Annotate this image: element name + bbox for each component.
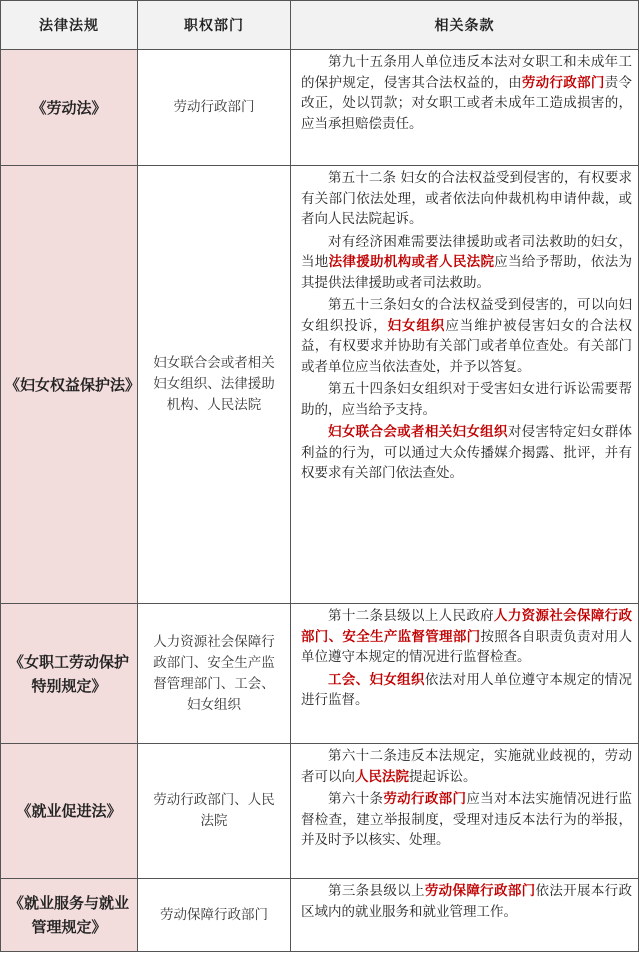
article-paragraph: [301, 232, 632, 294]
article-text: 对有经济困难需要法律援助或者司法救助的妇女，当地: [301, 233, 632, 270]
article-paragraph: [301, 52, 632, 134]
article-text: 第三条县级以上: [328, 883, 425, 899]
highlighted-authority: 人民法院: [355, 768, 409, 785]
article-text: 第九十五条用人单位违反本法对女职工和未成年工的保护规定，侵害其合法权益的，由: [301, 54, 632, 91]
article-text: 提起诉讼。: [409, 768, 477, 785]
article-paragraph: [301, 670, 632, 711]
article-paragraph: [301, 746, 632, 787]
article-text: 依法对用人单位遵守本规定的情况进行监督。: [301, 671, 633, 708]
header-articles: 相关条款: [291, 1, 639, 50]
law-name: 《就业服务与就业管理规定》: [1, 879, 138, 952]
highlighted-authority: 工会、妇女组织: [328, 671, 425, 688]
article-paragraph: [301, 168, 632, 230]
article-text: 应当给予帮助，依法为其提供法律援助或者司法救助。: [301, 254, 633, 291]
article-paragraph: [301, 295, 632, 377]
article-paragraph: [301, 379, 632, 420]
article-text: 应当对本法实施情况进行监督检查，建立举报制度，受理对违反本法行为的举报，并及时予以核实、处理。: [301, 791, 633, 848]
department: 劳动行政部门、人民法院: [138, 744, 291, 879]
article-cell: [291, 50, 639, 166]
department: 人力资源社会保障行政部门、安全生产监督管理部门、工会、妇女组织: [138, 604, 291, 744]
article-text: 对侵害特定妇女群体利益的行为，可以通过大众传播媒介揭露、批评，并有权要求有关部门依法查处。: [301, 424, 633, 481]
highlighted-authority: 妇女联合会或者相关妇女组织: [328, 424, 508, 440]
department: 劳动保障行政部门: [138, 879, 291, 952]
article-paragraph: [301, 422, 632, 484]
table-row: [1, 50, 639, 166]
article-text: 第五十三条妇女的合法权益受到侵害的，可以向妇女组织投诉，: [301, 297, 632, 334]
article-paragraph: [301, 789, 632, 851]
highlighted-authority: 劳动行政部门: [521, 74, 605, 91]
table-row: [1, 879, 639, 952]
article-text: 第十二条县级以上人民政府: [328, 608, 494, 624]
table-row: [1, 166, 639, 604]
article-cell: [291, 879, 639, 952]
header-department: 职权部门: [138, 1, 291, 50]
article-cell: [291, 166, 639, 604]
law-name: 《就业促进法》: [1, 744, 138, 879]
department: 妇女联合会或者相关妇女组织、法律援助机构、人民法院: [138, 166, 291, 604]
table-row: [1, 604, 639, 744]
article-text: 第五十二条 妇女的合法权益受到侵害的，有权要求有关部门依法处理，或者依法向仲裁机构申请仲裁，或者向人民法院起诉。: [301, 170, 632, 227]
highlighted-authority: 劳动保障行政部门: [424, 883, 536, 899]
table-body: [1, 50, 639, 952]
law-name: 《妇女权益保护法》: [1, 166, 138, 604]
article-text: 应当维护被侵害妇女的合法权益，有权要求并协助有关部门或者单位查处。有关部门或者单位应当依法查处，并予以答复。: [301, 317, 633, 375]
article-paragraph: [301, 606, 632, 668]
highlighted-authority: 妇女组织: [387, 317, 446, 334]
header-law: 法律法规: [1, 1, 138, 50]
highlighted-authority: 劳动行政部门: [383, 791, 467, 807]
department: 劳动行政部门: [138, 50, 291, 166]
highlighted-authority: 法律援助机构或者人民法院: [328, 254, 495, 270]
table-header-row: [1, 1, 639, 50]
law-name: 《女职工劳动保护特别规定》: [1, 604, 138, 744]
article-text: 责令改正，处以罚款；对女职工或者未成年工造成损害的，应当承担赔偿责任。: [301, 74, 633, 132]
article-cell: [291, 604, 639, 744]
article-text: 第五十四条妇女组织对于受害妇女进行诉讼需要帮助的，应当给予支持。: [301, 381, 632, 418]
article-text: 第六十条: [328, 791, 384, 807]
article-text: 按照各自职责负责对用人单位遵守本规定的情况进行监督检查。: [301, 628, 633, 665]
article-text: 第六十二条违反本法规定，实施就业歧视的，劳动者可以向: [301, 748, 632, 785]
highlighted-authority: 人力资源社会保障行政部门、安全生产监督管理部门: [301, 608, 632, 645]
article-text: 依法开展本行政区域内的就业服务和就业管理工作。: [301, 883, 633, 920]
table-row: [1, 744, 639, 879]
article-paragraph: [301, 881, 632, 922]
article-cell: [291, 744, 639, 879]
law-name: 《劳动法》: [1, 50, 138, 166]
